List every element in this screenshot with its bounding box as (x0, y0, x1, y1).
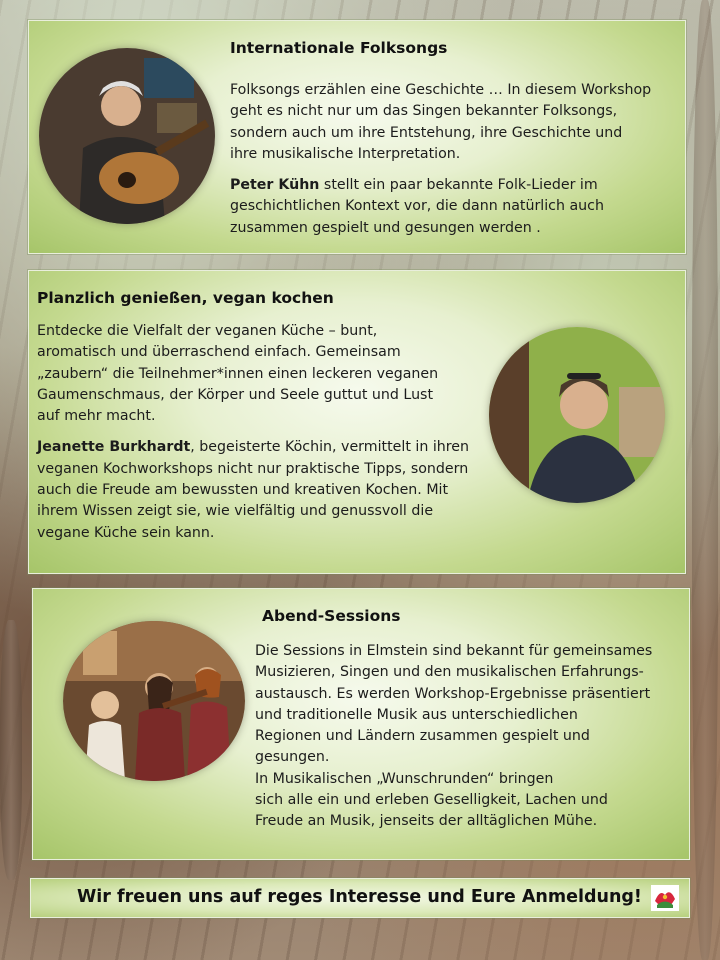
guitarist-image (39, 48, 215, 224)
text-line: Regionen und Ländern zusammen gespielt und (255, 728, 590, 745)
background-trunk (692, 0, 718, 960)
footer-text: Wir freuen uns auf reges Interesse und Eure Anmeldung! (77, 887, 642, 907)
text-line: Folksongs erzählen eine Geschichte … In diesem Workshop (230, 82, 652, 98)
section-evening-sessions (32, 588, 690, 860)
guitarist-photo (39, 48, 215, 224)
text-line: aromatisch und überraschend einfach. Gemeinsam (37, 344, 401, 361)
text-line: geschichtlichen Kontext vor, die dann natürlich auch (230, 198, 604, 215)
text-line: In Musikalischen „Wunschrunden“ bringen (255, 770, 554, 787)
musicians-session-image (63, 621, 245, 781)
paragraph (230, 175, 680, 239)
text-line: auf mehr macht. (37, 408, 156, 425)
text-line: sondern auch um ihre Entstehung, ihre Geschichte und (230, 124, 623, 141)
section-title: Abend-Sessions (262, 607, 401, 625)
text-line: vegane Küche sein kann. (37, 524, 215, 541)
text-line: stellt ein paar bekannte Folk-Lieder im (323, 177, 598, 194)
organizer-logo-image (651, 885, 679, 911)
chef-portrait-image (489, 327, 665, 503)
section-body (37, 321, 497, 544)
text-line: Gaumenschmaus, der Körper und Seele guttut und Lust (37, 386, 434, 403)
host-name: Jeanette Burkhardt (37, 439, 191, 456)
section-body (230, 80, 680, 239)
text-line: geht es nicht nur um das Singen bekannter Folksongs, (230, 103, 618, 120)
text-line: gesungen. (255, 749, 330, 766)
text-line: Freude an Musik, jenseits der alltäglichen Mühe. (255, 813, 598, 830)
section-vegan-cooking (28, 270, 686, 574)
text-line: , begeisterte Köchin, vermittelt in ihren (190, 439, 470, 456)
paragraph (37, 437, 497, 543)
text-line: austausch. Es werden Workshop-Ergebnisse präsentiert (255, 685, 651, 702)
text-line: sich alle ein und erleben Geselligkeit, Lachen und (255, 792, 608, 809)
text-line: Musizieren, Singen und den musikalischen Erfahrungs- (255, 664, 644, 681)
chef-portrait-photo (489, 327, 665, 503)
footer-banner (30, 878, 690, 918)
section-body (255, 641, 685, 833)
paragraph (230, 80, 680, 165)
organizer-logo-icon (651, 885, 679, 911)
text-line: veganen Kochworkshops nicht nur praktische Tipps, sondern (37, 460, 469, 477)
section-title: Internationale Folksongs (230, 39, 448, 57)
text-line: Die Sessions in Elmstein sind bekannt für gemeinsames (255, 643, 653, 659)
host-name: Peter Kühn (230, 177, 320, 194)
text-line: zusammen gespielt und gesungen werden . (230, 219, 541, 236)
paragraph (37, 321, 497, 427)
section-title: Planzlich genießen, vegan kochen (37, 289, 334, 307)
background-trunk (0, 620, 22, 880)
text-line: und traditionelle Musik aus unterschiedlichen (255, 706, 578, 723)
text-line: „zaubern“ die Teilnehmer*innen einen leckeren veganen (37, 365, 439, 382)
text-line: ihre musikalische Interpretation. (230, 145, 461, 162)
text-line: auch die Freude am bewussten und kreativen Kochen. Mit (37, 482, 449, 499)
text-line: Entdecke die Vielfalt der veganen Küche – bunt, (37, 323, 378, 339)
text-line: ihrem Wissen zeigt sie, wie vielfältig und genussvoll die (37, 503, 434, 520)
musicians-session-photo (63, 621, 245, 781)
section-folksongs (28, 20, 686, 254)
paragraph (255, 641, 685, 833)
